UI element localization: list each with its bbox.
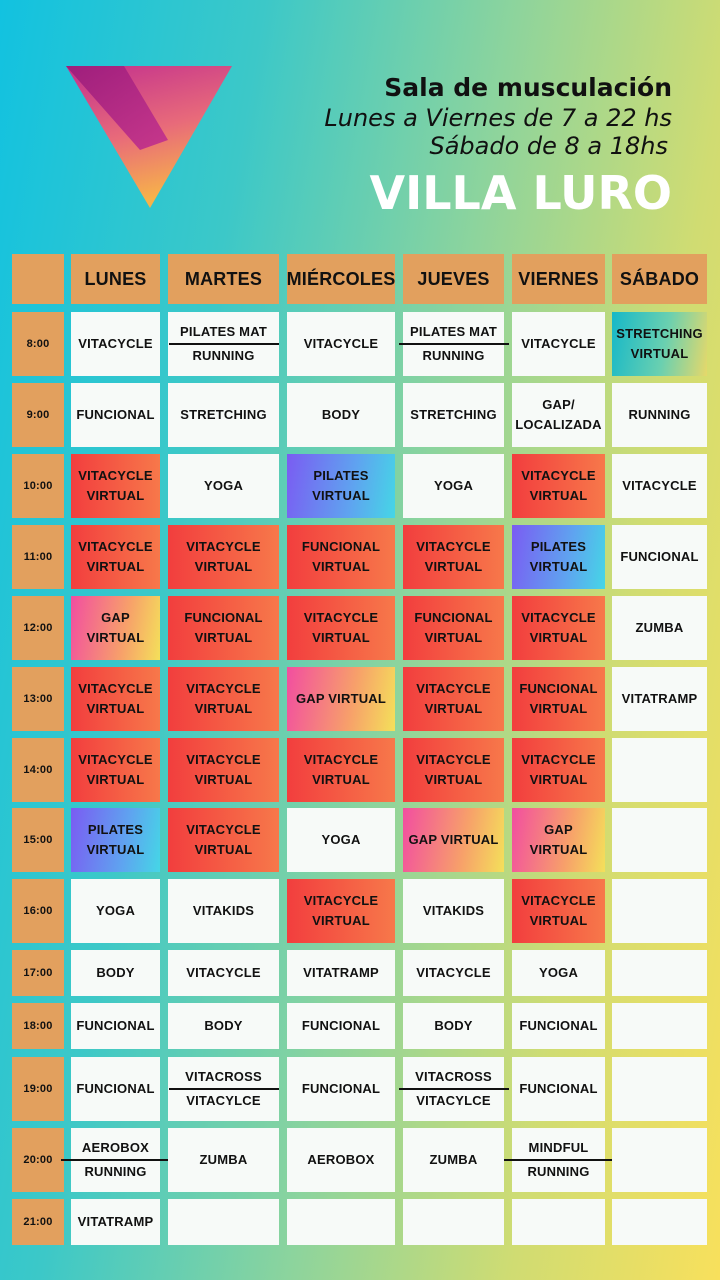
- class-cell: [168, 950, 279, 996]
- class-cell: [168, 1003, 279, 1049]
- class-name: VITACROSS: [185, 1069, 262, 1084]
- header-hours-weekdays: Lunes a Viernes de 7 a 22 hs: [324, 104, 672, 132]
- time-label: 16:00: [23, 905, 53, 917]
- class-name: VITAKIDS: [192, 903, 255, 918]
- class-name: VITACYCLE: [186, 752, 261, 767]
- time-label: 21:00: [23, 1216, 53, 1228]
- class-cell: [168, 667, 279, 731]
- class-name: VITACYCLE: [303, 752, 379, 767]
- empty-cell: [612, 879, 707, 943]
- day-header-label: VIERNES: [518, 269, 599, 289]
- class-name: VIRTUAL: [529, 488, 588, 503]
- class-cell: [287, 738, 395, 802]
- class-name: VITACYLCE: [416, 1093, 491, 1108]
- class-cell: [612, 667, 707, 731]
- class-name: BODY: [321, 407, 361, 422]
- class-name: VITACYCLE: [186, 539, 261, 554]
- class-divider: [399, 1088, 509, 1090]
- class-name: VITACYCLE: [78, 539, 153, 554]
- day-header: [168, 254, 279, 304]
- class-cell: [612, 454, 707, 518]
- location-title: VILLA LURO: [369, 166, 672, 220]
- class-divider: [169, 343, 279, 345]
- time-cell: [12, 1199, 64, 1245]
- class-cell: [168, 454, 279, 518]
- class-name: VITACYCLE: [186, 965, 261, 980]
- corner-cell: [12, 254, 64, 304]
- time-cell: [12, 879, 64, 943]
- class-name: VIRTUAL: [529, 913, 588, 928]
- class-name: YOGA: [321, 832, 361, 847]
- time-cell: [12, 667, 64, 731]
- class-cell: [287, 808, 395, 872]
- class-name: VITACYCLE: [186, 822, 261, 837]
- class-cell: [71, 525, 160, 589]
- class-cell: [512, 312, 605, 376]
- class-name: VITACYCLE: [186, 681, 261, 696]
- class-cell: [287, 1128, 395, 1192]
- class-name: VIRTUAL: [86, 772, 145, 787]
- class-cell: [71, 1003, 160, 1049]
- class-name: STRETCHING: [180, 407, 267, 422]
- class-cell: [287, 596, 395, 660]
- class-name: RUNNING: [422, 348, 485, 363]
- time-cell: [12, 383, 64, 447]
- time-cell: [12, 525, 64, 589]
- time-cell: [12, 808, 64, 872]
- empty-cell: [612, 808, 707, 872]
- empty-cell: [403, 1199, 504, 1245]
- class-cell: [168, 879, 279, 943]
- class-name: FUNCIONAL: [76, 1081, 155, 1096]
- class-cell: [287, 312, 395, 376]
- class-cell: [403, 950, 504, 996]
- class-cell: [71, 808, 160, 872]
- class-name: VITACYCLE: [521, 336, 596, 351]
- class-name: VIRTUAL: [86, 488, 145, 503]
- class-cell: [512, 454, 605, 518]
- class-cell: [512, 525, 605, 589]
- class-cell: [512, 1057, 605, 1121]
- class-name: VIRTUAL: [312, 488, 370, 503]
- day-header: [71, 254, 160, 304]
- class-name: VITACYCLE: [416, 965, 491, 980]
- class-cell: [512, 1003, 605, 1049]
- class-cell: [168, 808, 279, 872]
- class-name: VITACROSS: [415, 1069, 492, 1084]
- class-cell: [287, 525, 395, 589]
- class-name: GAP VIRTUAL: [295, 691, 387, 706]
- class-cell: [612, 383, 707, 447]
- class-cell: [512, 667, 605, 731]
- class-cell: [168, 738, 279, 802]
- time-label: 9:00: [26, 409, 50, 421]
- class-cell: [71, 454, 160, 518]
- class-name: FUNCIONAL: [301, 1081, 381, 1096]
- empty-cell: [612, 950, 707, 996]
- class-name: VIRTUAL: [194, 701, 253, 716]
- class-name: RUNNING: [527, 1164, 590, 1179]
- class-name: FUNCIONAL: [301, 1018, 381, 1033]
- header-hours-saturday: Sábado de 8 a 18hs: [429, 132, 668, 160]
- time-label: 14:00: [23, 764, 53, 776]
- class-name: STRETCHING: [616, 326, 703, 341]
- class-divider: [399, 343, 509, 345]
- time-cell: [12, 596, 64, 660]
- class-name: VITACYCLE: [521, 893, 596, 908]
- class-name: VITATRAMP: [303, 965, 379, 980]
- class-name: VIRTUAL: [529, 630, 588, 645]
- class-cell: [403, 454, 504, 518]
- header: [324, 72, 672, 222]
- class-cell: [612, 596, 707, 660]
- class-name: BODY: [96, 965, 135, 980]
- class-name: RUNNING: [84, 1164, 147, 1179]
- class-name: MINDFUL: [528, 1140, 589, 1155]
- time-label: 10:00: [23, 480, 53, 492]
- time-cell: [12, 454, 64, 518]
- class-cell: [512, 950, 605, 996]
- class-cell: [403, 312, 504, 376]
- class-name: VIRTUAL: [529, 701, 588, 716]
- class-name: VIRTUAL: [312, 559, 370, 574]
- day-header-label: LUNES: [84, 269, 147, 289]
- time-label: 11:00: [23, 551, 53, 563]
- class-cell: [71, 383, 160, 447]
- class-name: ZUMBA: [429, 1152, 478, 1167]
- class-cell: [512, 738, 605, 802]
- class-cell: [403, 879, 504, 943]
- class-cell: [403, 808, 504, 872]
- class-name: YOGA: [203, 478, 244, 493]
- class-name: YOGA: [538, 965, 579, 980]
- class-cell: [168, 383, 279, 447]
- class-name: VITAKIDS: [422, 903, 485, 918]
- day-header-label: JUEVES: [417, 269, 490, 289]
- class-name: VITACYCLE: [78, 468, 153, 483]
- class-cell: [403, 525, 504, 589]
- class-name: VIRTUAL: [194, 842, 253, 857]
- day-header: [287, 254, 395, 304]
- class-cell: [287, 950, 395, 996]
- class-name: FUNCIONAL: [76, 407, 155, 422]
- class-name: VITACYCLE: [416, 752, 491, 767]
- time-label: 13:00: [23, 693, 53, 705]
- class-cell: [512, 808, 605, 872]
- class-name: VITACYCLE: [416, 681, 491, 696]
- class-name: FUNCIONAL: [620, 549, 699, 564]
- class-name: FUNCIONAL: [184, 610, 263, 625]
- class-name: VIRTUAL: [194, 630, 253, 645]
- class-name: BODY: [434, 1018, 473, 1033]
- class-cell: [287, 879, 395, 943]
- class-name: YOGA: [95, 903, 136, 918]
- time-label: 8:00: [26, 338, 50, 350]
- class-name: VIRTUAL: [312, 630, 370, 645]
- class-name: GAP/: [542, 397, 575, 412]
- class-name: VITACYCLE: [78, 336, 153, 351]
- class-cell: [287, 1003, 395, 1049]
- brand-logo: [60, 60, 240, 210]
- class-name: BODY: [204, 1018, 243, 1033]
- day-header: [512, 254, 605, 304]
- class-divider: [504, 1159, 614, 1161]
- time-cell: [12, 738, 64, 802]
- day-header-label: MIÉRCOLES: [286, 269, 396, 289]
- class-name: VITACYCLE: [521, 468, 596, 483]
- time-cell: [12, 1057, 64, 1121]
- time-label: 18:00: [23, 1020, 53, 1032]
- class-name: FUNCIONAL: [301, 539, 381, 554]
- class-cell: [287, 667, 395, 731]
- class-name: VIRTUAL: [312, 772, 370, 787]
- class-cell: [168, 596, 279, 660]
- time-cell: [12, 312, 64, 376]
- class-name: VITACYCLE: [521, 610, 596, 625]
- class-cell: [512, 1128, 605, 1192]
- class-cell: [403, 383, 504, 447]
- class-cell: [612, 525, 707, 589]
- class-name: VITACYCLE: [78, 681, 153, 696]
- class-name: VIRTUAL: [194, 559, 253, 574]
- class-name: VIRTUAL: [424, 701, 483, 716]
- class-name: YOGA: [433, 478, 474, 493]
- class-name: VIRTUAL: [86, 842, 145, 857]
- class-name: VITACYCLE: [303, 336, 379, 351]
- class-cell: [287, 454, 395, 518]
- class-name: ZUMBA: [635, 620, 684, 635]
- empty-cell: [287, 1199, 395, 1245]
- empty-cell: [612, 1128, 707, 1192]
- class-name: VITACYCLE: [416, 539, 491, 554]
- class-cell: [168, 1057, 279, 1121]
- day-header: [403, 254, 504, 304]
- class-name: VITACYCLE: [303, 893, 379, 908]
- class-name: LOCALIZADA: [515, 417, 602, 432]
- class-name: FUNCIONAL: [519, 681, 598, 696]
- class-cell: [71, 596, 160, 660]
- class-name: RUNNING: [192, 348, 255, 363]
- time-cell: [12, 1003, 64, 1049]
- class-divider: [61, 1159, 171, 1161]
- class-name: GAP: [101, 610, 130, 625]
- class-name: VIRTUAL: [424, 559, 483, 574]
- class-name: VITACYCLE: [303, 610, 379, 625]
- class-cell: [512, 383, 605, 447]
- class-name: VIRTUAL: [312, 913, 370, 928]
- class-name: VIRTUAL: [86, 630, 145, 645]
- time-label: 17:00: [23, 967, 53, 979]
- class-name: GAP: [544, 822, 573, 837]
- class-name: AEROBOX: [307, 1152, 375, 1167]
- class-divider: [169, 1088, 279, 1090]
- class-cell: [71, 1128, 160, 1192]
- empty-cell: [168, 1199, 279, 1245]
- time-cell: [12, 1128, 64, 1192]
- empty-cell: [512, 1199, 605, 1245]
- class-name: ZUMBA: [199, 1152, 248, 1167]
- class-name: VIRTUAL: [86, 701, 145, 716]
- class-cell: [403, 738, 504, 802]
- time-cell: [12, 950, 64, 996]
- class-name: VIRTUAL: [529, 772, 588, 787]
- class-cell: [71, 1057, 160, 1121]
- class-name: GAP VIRTUAL: [408, 832, 499, 847]
- empty-cell: [612, 1199, 707, 1245]
- class-name: FUNCIONAL: [519, 1081, 598, 1096]
- time-label: 20:00: [23, 1154, 53, 1166]
- time-label: 19:00: [23, 1083, 53, 1095]
- class-cell: [403, 1003, 504, 1049]
- class-name: RUNNING: [628, 407, 691, 422]
- class-name: VITACYCLE: [78, 752, 153, 767]
- class-name: PILATES MAT: [410, 324, 497, 339]
- class-name: FUNCIONAL: [76, 1018, 155, 1033]
- class-name: VITATRAMP: [621, 691, 698, 706]
- class-cell: [71, 1199, 160, 1245]
- class-cell: [512, 879, 605, 943]
- class-name: FUNCIONAL: [519, 1018, 598, 1033]
- class-cell: [168, 1128, 279, 1192]
- class-cell: [71, 738, 160, 802]
- class-name: VITACYCLE: [521, 752, 596, 767]
- empty-cell: [612, 1003, 707, 1049]
- class-name: VITATRAMP: [77, 1214, 154, 1229]
- class-name: PILATES: [313, 468, 369, 483]
- class-cell: [168, 312, 279, 376]
- class-cell: [612, 312, 707, 376]
- class-cell: [403, 596, 504, 660]
- class-name: VITACYLCE: [186, 1093, 261, 1108]
- class-name: STRETCHING: [410, 407, 497, 422]
- class-name: PILATES MAT: [180, 324, 267, 339]
- class-cell: [287, 1057, 395, 1121]
- class-cell: [403, 1128, 504, 1192]
- class-name: VIRTUAL: [630, 346, 689, 361]
- class-cell: [287, 383, 395, 447]
- class-cell: [71, 667, 160, 731]
- class-name: VIRTUAL: [86, 559, 145, 574]
- class-cell: [168, 525, 279, 589]
- empty-cell: [612, 738, 707, 802]
- class-cell: [512, 596, 605, 660]
- class-name: VIRTUAL: [529, 559, 588, 574]
- class-name: AEROBOX: [81, 1140, 150, 1155]
- class-name: PILATES: [87, 822, 144, 837]
- time-label: 12:00: [23, 622, 53, 634]
- class-name: FUNCIONAL: [414, 610, 493, 625]
- time-label: 15:00: [23, 834, 53, 846]
- class-name: VIRTUAL: [194, 772, 253, 787]
- class-name: VIRTUAL: [424, 630, 483, 645]
- empty-cell: [612, 1057, 707, 1121]
- class-cell: [71, 312, 160, 376]
- header-title: Sala de musculación: [384, 73, 672, 102]
- class-name: VIRTUAL: [529, 842, 588, 857]
- class-cell: [403, 667, 504, 731]
- class-name: VIRTUAL: [424, 772, 483, 787]
- day-header-label: SÁBADO: [619, 269, 700, 289]
- class-cell: [403, 1057, 504, 1121]
- class-name: PILATES: [530, 539, 587, 554]
- class-cell: [71, 879, 160, 943]
- day-header: [612, 254, 707, 304]
- class-name: VITACYCLE: [622, 478, 697, 493]
- class-cell: [71, 950, 160, 996]
- day-header-label: MARTES: [184, 269, 263, 289]
